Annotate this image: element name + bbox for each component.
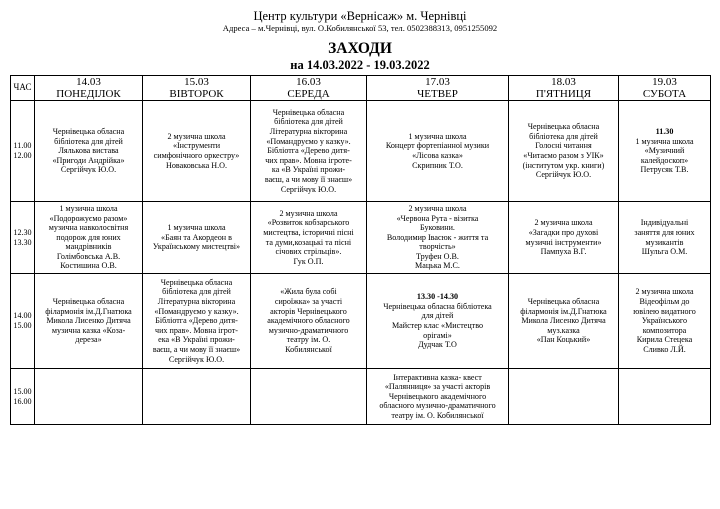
event-line: 1 музична школа [408,131,467,141]
day-name: ЧЕТВЕР [417,87,458,100]
time-value: 12.30 [13,227,32,237]
event-line: бібліотека для дітей [529,131,598,141]
event-line: Бібліотга «Дерево дитя- [155,316,238,326]
event-line: Голімбовська А.В. [56,251,121,261]
event-cell [509,101,619,202]
time-value: 15.00 [13,321,32,330]
day-date: 14.03 [76,76,101,88]
event-line: філармонія ім.Д.Гнатюка [45,306,132,316]
event-line: Концерт фортепіанної музики [385,141,490,151]
event-line: «Жила була собі [280,287,337,297]
event-line: Кирила Стецека [636,335,693,345]
day-header-monday [35,76,143,101]
event-line: «Пан Коцький» [536,335,591,345]
event-line: Володимир Івасюк - життя та [386,232,489,242]
event-line: Буковини. [420,223,455,233]
hour-column-header: ЧАС [11,76,35,101]
event-line: дереза» [75,335,102,345]
time-value: 12.00 [13,151,32,160]
event-cell [143,369,251,425]
event-line: Пампуха В.Г. [540,247,587,257]
event-line: Чернівецька обласна [527,297,600,307]
event-line: «Лісова казка» [412,151,463,160]
event-cell [367,202,509,274]
day-date: 17.03 [425,76,450,88]
organization-address: Адреса – м.Чернівці, вул. О.Кобилянської 53, тел. 0502388313, 0951255092 [222,23,498,33]
time-value: 11.00 [13,141,32,151]
event-line: філармонія ім.Д.Гнатюка [520,306,607,316]
time-cell [11,369,35,425]
event-cell [143,202,251,274]
event-line: 2 музична школа [635,287,694,297]
event-cell [143,274,251,369]
event-time: 11.30 [655,127,674,137]
time-cell [11,101,35,202]
day-name: ПОНЕДІЛОК [56,87,121,100]
event-line: Чернівецька обласна [52,127,125,137]
event-time: 13.30 -14.30 [416,292,459,302]
event-line: музично-драматичного [268,325,349,335]
event-line: «Помандруємо у казку». [154,306,239,316]
event-cell [619,369,711,425]
event-line: театру ім. О. Кобилянської [391,410,484,420]
event-line: «Читаємо разом з УІК» [523,151,604,160]
event-line: 2 музична школа [408,203,467,213]
day-date: 18.03 [551,76,576,88]
day-date: 19.03 [652,76,677,88]
event-line: «Червона Рута - візитка [396,213,479,223]
day-name: П'ЯТНИЦЯ [535,87,592,100]
event-line: Літературна вікторина [269,127,348,137]
event-line: заняття для юних [634,227,695,237]
table-header-row [11,76,711,101]
event-line: музикантів [645,237,684,247]
event-line: ваєш, а чи мову її знаєш» [264,174,353,184]
event-line: Микола Лисенко Дитяча [46,316,131,326]
event-line: подорож для юних [56,232,121,242]
event-line: Чернівецька обласна [160,277,233,287]
event-line: музична казка «Коза- [51,325,126,335]
event-line: Сергійчук Ю.О. [60,165,117,175]
time-value: 13.30 [13,237,32,247]
event-line: 1 музична школа [635,136,694,146]
event-line: Сергійчук Ю.О. [280,184,337,194]
day-name: СУБОТА [642,87,687,100]
event-line: Українському мистецтві» [152,242,241,252]
event-line: симфонічного оркестру» [153,151,240,160]
event-line: «Палянниця» за участі акторів [384,382,491,392]
event-cell [509,202,619,274]
event-line: ювілею видатного [633,306,696,316]
event-cell [35,369,143,425]
event-line: Чернівецька обласна [52,297,125,307]
event-line: композитора [642,325,687,335]
event-line: акторів Чернівецького [270,306,347,316]
time-value: 15.00 [13,386,32,396]
event-line: «Подорожуємо разом» [49,213,128,223]
event-line: Лялькова вистава [58,146,119,156]
event-cell [251,369,367,425]
event-line: Шульга О.М. [641,247,688,257]
table-row [11,101,711,202]
organization-name: Центр культури «Вернісаж» м. Чернівці [253,9,467,23]
event-line: мандрівників [65,242,112,252]
event-cell [251,202,367,274]
event-line: Голосні читання [535,141,592,151]
event-line: Кобилянської [285,344,332,354]
event-line: Бібліотга «Дерево дитя- [267,146,350,156]
time-cell [11,274,35,369]
event-line: Гук О.П. [293,256,324,266]
time-value: 16.00 [13,396,32,406]
event-cell [35,274,143,369]
event-line: бібліотека для дітей [162,287,231,297]
event-line: обласного музично-драматичного [379,401,496,411]
day-header-friday [509,76,619,101]
event-line: бібліотека для дітей [54,136,123,146]
table-row [11,202,711,274]
event-line: чих прав». Мовна ігрот- [155,325,238,335]
event-cell [35,101,143,202]
event-line: січових стрільців». [275,247,342,257]
day-date: 16.03 [296,76,321,88]
event-line: «Пригоди Андрійка» [52,155,125,165]
schedule-table [10,75,711,425]
document-title: ЗАХОДИ [328,40,392,57]
event-cell [619,274,711,369]
day-header-tuesday [143,76,251,101]
event-line: академічного обласного [267,316,350,326]
event-line: 1 музична школа [59,203,118,213]
event-cell [251,274,367,369]
date-period: на 14.03.2022 - 19.03.2022 [290,58,430,72]
event-line: Чернівецька обласна [272,107,345,117]
event-line: сироїжка» за участі [274,297,343,307]
event-line: 2 музична школа [279,208,338,218]
event-cell [619,101,711,202]
event-line: бібліотека для дітей [274,117,343,127]
event-line: Майстер клас «Мистецтво [391,321,484,330]
event-line: орігамі» [423,330,452,340]
event-line: Чернівецька обласна [527,122,600,132]
event-line: Дудчак Т.О [418,340,457,350]
day-name: ВІВТОРОК [169,87,224,100]
event-cell [509,369,619,425]
event-line: Чернівецького академічного [388,391,487,401]
event-line: калейдоскоп» [640,155,689,165]
event-line: мистецтва, історичні пісні [263,227,354,237]
event-line: Сергійчук Ю.О. [168,354,225,364]
event-cell [143,101,251,202]
event-cell [367,101,509,202]
event-line: 1 музична школа [167,223,226,233]
day-name: СЕРЕДА [287,87,330,100]
event-line: муз.казка [547,325,580,335]
event-line: Інтерактивна казка- квест [393,372,482,382]
event-line: для дітей [421,311,454,321]
event-line: Чернівецька обласна бібліотека [383,301,492,311]
event-line: ека «В Україні прожи- [158,335,235,345]
day-header-thursday [367,76,509,101]
event-cell [35,202,143,274]
event-line: Сергійчук Ю.О. [535,170,592,180]
event-line: музичні інструменти» [525,237,602,247]
event-line: 2 музична школа [534,218,593,228]
event-line: Сливко Л.Й. [643,344,686,354]
schedule-body [11,101,711,425]
event-line: творчість» [419,242,456,252]
event-cell [509,274,619,369]
event-line: Відеофільм до [639,297,690,307]
event-cell [367,369,509,425]
day-date: 15.03 [184,76,209,88]
day-header-saturday [619,76,711,101]
event-line: музична навколосвітня [48,223,129,233]
event-line: та думи,козацькі та пісні [265,237,352,247]
event-line: «Помандруємо у казку». [266,136,351,146]
event-line: Українського [641,316,688,326]
event-line: ваєш, а чи мову її знаєш» [152,344,241,354]
event-line: «Музичний [644,146,685,156]
event-line: Микола Лисенко Дитяча [521,316,606,326]
event-line: «Баян та Акордеон в [161,232,232,242]
event-line: Індивідуальні [640,218,689,228]
event-line: Труфен О.В. [416,251,459,261]
event-cell [619,202,711,274]
event-line: ка «В Україні прожи- [271,165,346,175]
event-line: 2 музична школа [167,131,226,141]
time-cell [11,202,35,274]
event-line: Костишина О.В. [60,261,117,271]
event-line: «Розвиток кобзарського [267,218,350,228]
event-line: Літературна вікторина [157,297,236,307]
day-header-wednesday [251,76,367,101]
event-line: чих прав». Мовна ігроте- [265,155,352,165]
event-line: (інститутом укр. книги) [522,160,605,170]
table-row [11,274,711,369]
table-row [11,369,711,425]
event-line: Новаковська Н.О. [166,160,227,170]
event-line: Мацька М.С. [415,261,460,271]
event-line: театру ім. О. [286,335,331,345]
event-line: «Інструменти [172,141,221,151]
event-line: «Загадки про духові [528,227,599,237]
event-cell [367,274,509,369]
time-value: 14.00 [13,311,32,321]
event-line: Скрипник Т.О. [412,160,463,170]
event-cell [251,101,367,202]
event-line: Петрусяк Т.В. [640,165,689,175]
